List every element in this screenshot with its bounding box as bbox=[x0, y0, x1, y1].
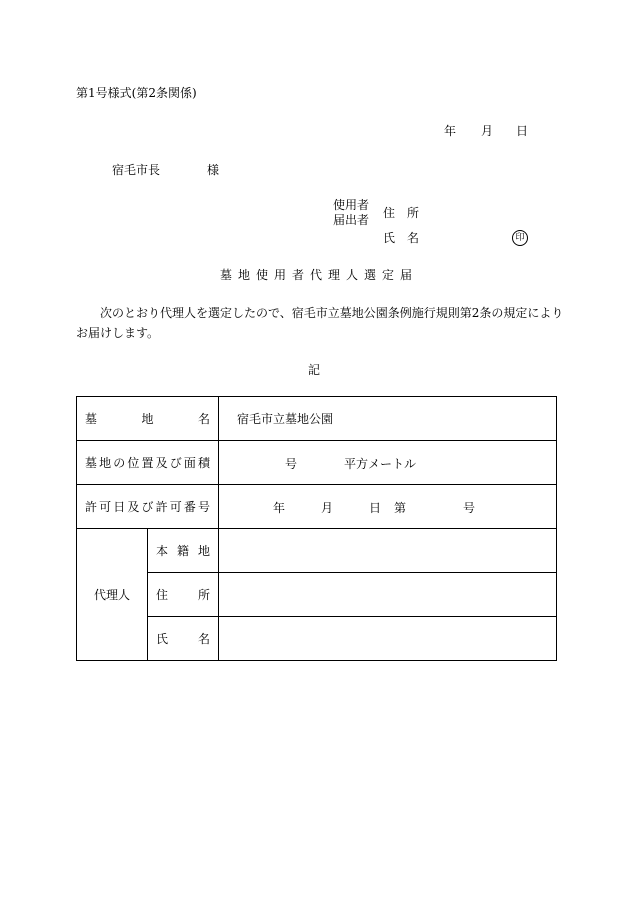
applicant-name-label: 氏 名 bbox=[383, 231, 420, 245]
applicant-role-user: 使用者 bbox=[333, 198, 370, 212]
agent-name-row bbox=[77, 617, 557, 661]
permit-dai: 第 bbox=[394, 501, 407, 515]
location-label: 墓 地 の 位 置 及 び 面 積 bbox=[77, 441, 219, 485]
location-area-unit: 平方メートル bbox=[344, 457, 417, 471]
form-number: 第1号様式(第2条関係) bbox=[76, 86, 197, 100]
permit-day: 日 bbox=[369, 501, 382, 515]
body-line-2: お届けします。 bbox=[76, 326, 160, 340]
location-value bbox=[219, 441, 557, 485]
document-title: 墓地使用者代理人選定届 bbox=[220, 268, 419, 282]
permit-label: 許 可 日 及 び 許 可 番 号 bbox=[77, 485, 219, 529]
agent-name-label: 氏 名 bbox=[148, 617, 219, 661]
cemetery-name-value: 宿毛市立墓地公園 bbox=[219, 397, 557, 441]
agent-address-row bbox=[77, 573, 557, 617]
date-month: 月 bbox=[481, 124, 494, 138]
agent-honseki-row bbox=[77, 529, 557, 573]
permit-row bbox=[77, 485, 557, 529]
addressee-name: 宿毛市長 bbox=[112, 163, 161, 177]
agent-name-value bbox=[219, 617, 557, 661]
location-number-suffix: 号 bbox=[285, 457, 298, 471]
body-line-1: 次のとおり代理人を選定したので、宿毛市立墓地公園条例施行規則第2条の規定により bbox=[100, 306, 564, 320]
agent-honseki-value bbox=[219, 529, 557, 573]
date-year: 年 bbox=[444, 124, 457, 138]
details-table bbox=[76, 396, 557, 661]
date-day: 日 bbox=[516, 124, 529, 138]
applicant-role-notifier: 届出者 bbox=[333, 213, 370, 227]
agent-address-value bbox=[219, 573, 557, 617]
seal-mark: 印 bbox=[512, 229, 528, 246]
note-heading: 記 bbox=[308, 363, 321, 377]
permit-month: 月 bbox=[321, 501, 334, 515]
agent-address-label: 住 所 bbox=[148, 573, 219, 617]
cemetery-name-row bbox=[77, 397, 557, 441]
agent-label: 代理人 bbox=[77, 529, 148, 661]
location-row bbox=[77, 441, 557, 485]
permit-value bbox=[219, 485, 557, 529]
addressee-honorific: 様 bbox=[207, 163, 220, 177]
applicant-address-label: 住 所 bbox=[383, 206, 420, 220]
permit-year: 年 bbox=[273, 501, 286, 515]
permit-number-suffix: 号 bbox=[463, 501, 476, 515]
agent-honseki-label: 本 籍 地 bbox=[148, 529, 219, 573]
cemetery-name-label: 墓 地 名 bbox=[77, 397, 219, 441]
